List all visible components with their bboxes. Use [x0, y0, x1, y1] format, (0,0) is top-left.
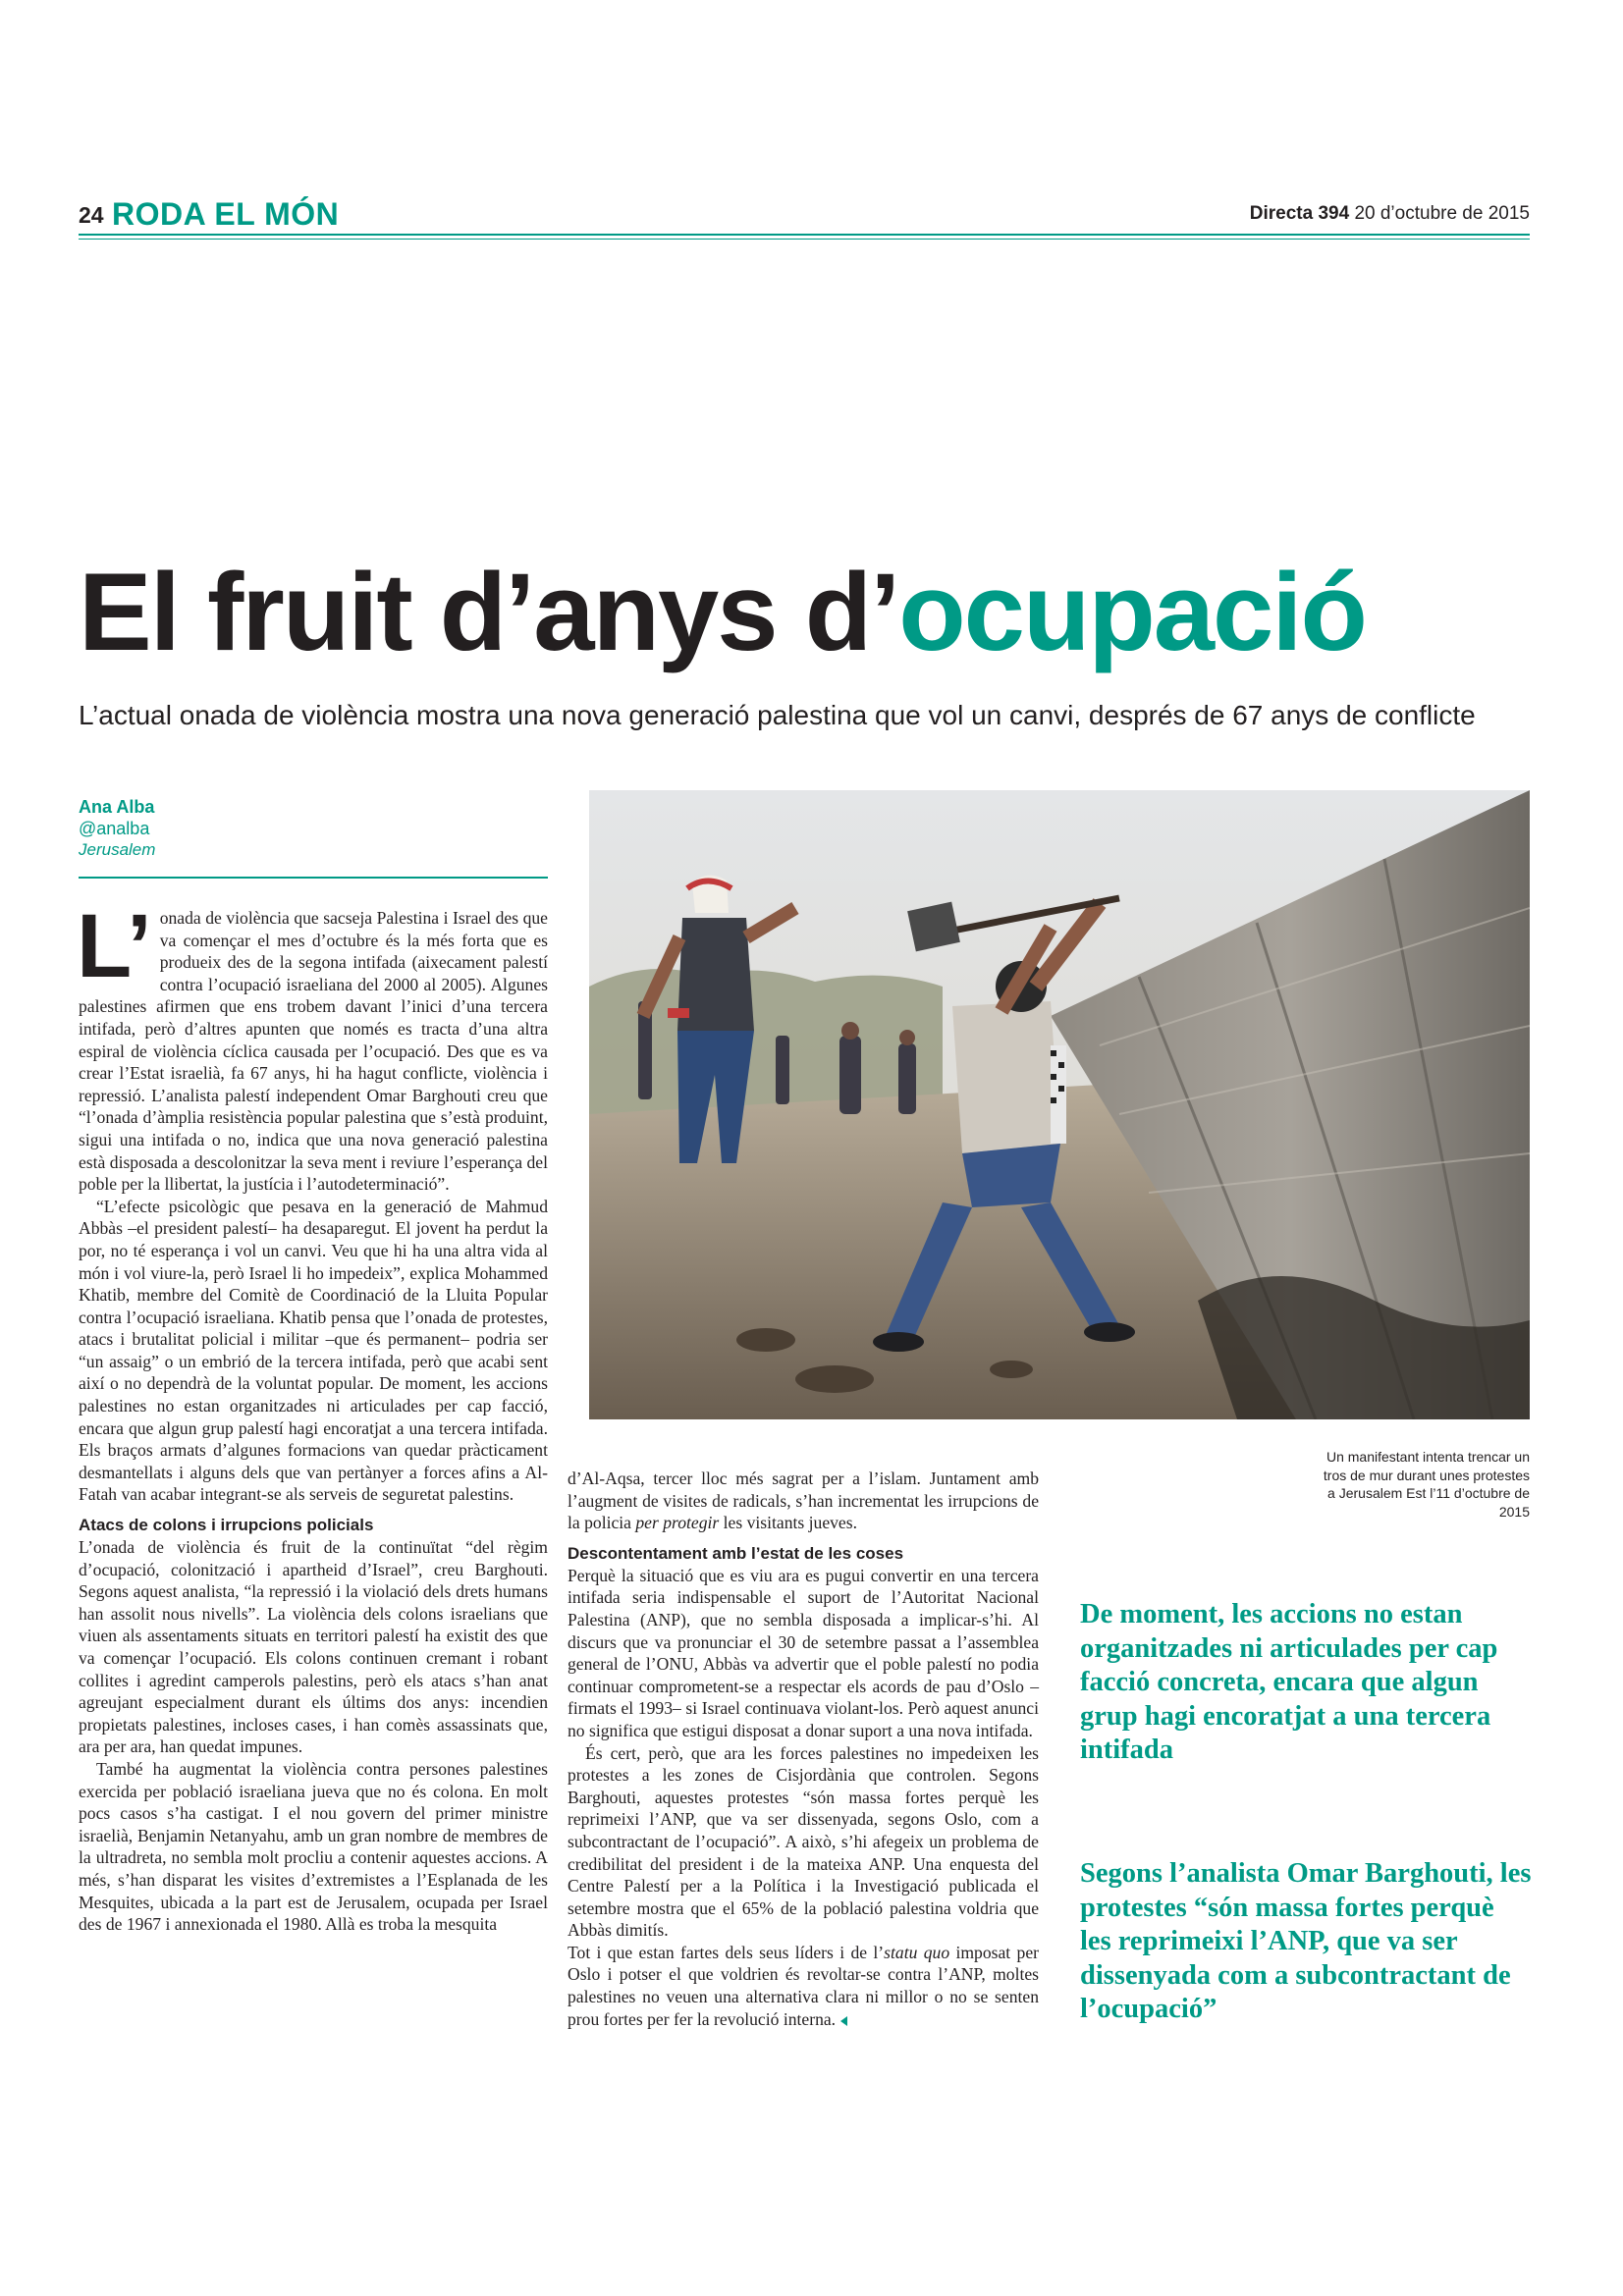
byline-rule [79, 877, 548, 879]
end-of-article-icon [840, 2016, 847, 2026]
pull-quote: De moment, les accions no estan organitzades ni articulades per cap facció concreta, encara que algun grup hagi encoratjat a una tercera intifada [1080, 1599, 1498, 1765]
issue-date: 20 d’octubre de 2015 [1354, 203, 1530, 224]
paragraph-text: les visitants jueves. [719, 1513, 857, 1533]
protest-wall-photo [589, 790, 1530, 1419]
paragraph: “L’efecte psicològic que pesava en la generació de Mahmud Abbàs –el president palestí– ha desaparegut. El jovent ha perdut la por, no té esperança i vol un canvi. Veu que hi ha una altra vida al món i vol viure-la, però Israel li ho impedeix”, explica Mohammed Khatib, membre del Comitè de Coordinació de la Lluita Popular contra l’ocupació israeliana. Khatib pensa que l’onada de protestes, atacs i brutalitat policial i militar –que és permanent– podria ser “un assaig” o un embrió de la tercera intifada, però que acabi sent així o no dependrà de la voluntat popular. De moment, les accions palestines no estan organitzades ni articulades per cap facció, encara que algun grup palestí hagi encoratjat a una tercera intifada. Els braços armats d’algunes formacions van quedar pràcticament desmantellats i alguns dels que van pertànyer a forces afins a Al-Fatah van acabar integrant-se als serveis de seguretat palestins. [79, 1196, 548, 1505]
paragraph: És cert, però, que ara les forces palestines no impedeixen les protestes a les zones de Cisjordània que controlen. Segons Barghouti, aquestes protestes “són massa fortes perquè les reprimeixi l’ANP, que va ser dissenyada, segons Oslo, com a subcontractant de l’ocupació”. A això, s’hi afegeix un problema de credibilitat del president i de la mateixa ANP. Una enquesta del Centre Palestí per a la Política i la Investigació publicada el setembre mostra que el 65% de la població palestina voldria que Abbàs dimitís. [568, 1742, 1039, 1941]
photo-caption: Un manifestant intenta trencar un tros de mur durant unes protestes a Jerusalem Est l’11 d’octubre de 2015 [1323, 1449, 1530, 1520]
headline-main: El fruit d’anys d’ [79, 551, 899, 673]
page-header [79, 196, 1530, 236]
article-subtitle: L’actual onada de violència mostra una nova generació palestina que vol un canvi, després de 67 anys de conflicte [79, 700, 1476, 730]
subheading: Descontentament amb l’estat de les coses [568, 1543, 904, 1563]
emphasis-text: statu quo [884, 1942, 950, 1962]
article-photo [589, 790, 1530, 1419]
page-number: 24 [79, 202, 104, 228]
paragraph: Perquè la situació que es viu ara es pugui convertir en una tercera intifada seria indispensable el suport de l’Autoritat Nacional Palestina (ANP), que no sembla disposada a implicar-s’hi. Al discurs que va pronunciar el 30 de setembre passat a l’assemblea general de l’ONU, Abbàs va advertir que el poble palestí no podia continuar comprometent-se a respectar els acords de pau d’Oslo –firmats el 1993– si Israel continuava violant-los. Però aquest anunci no significa que estigui disposat a donar suport a una nova intifada. [568, 1565, 1039, 1740]
publication-name: Directa 394 [1249, 203, 1350, 224]
paragraph-text: imposat per Oslo i potser el que voldrien és revoltar-se contra l’ANP, moltes palestines no veuen una alternativa clara ni millor o no se senten prou fortes per fer la revolució interna. [568, 1942, 1039, 2029]
paragraph-text: onada de violència que sacseja Palestina i Israel des que va començar el mes d’octubre és la més forta que es produeix des de la segona intifada (aixecament palestí contra l’ocupació israeliana del 2000 al 2005). Algunes palestines afirmen que ens trobem davant l’inici d’una tercera intifada, però d’altres apunten que només es tracta d’una altra espiral de violència cíclica causada per l’ocupació. Des que es va crear l’Estat israelià, fa 67 anys, hi ha hagut conflicte, violència i repressió. L’analista palestí independent Omar Barghouti creu que “l’onada d’àmplia resistència popular palestina que s’està produint, sigui una intifada o no, indica que una nova generació palestina està disposada a descolonitzar la seva ment i reviure l’esperança del poble per la llibertat, la justícia i l’autodeterminació”. [79, 908, 548, 1195]
header-rule [79, 234, 1530, 236]
pull-quote: Segons l’analista Omar Barghouti, les protestes “són massa fortes perquè les reprimeixi l’ANP, que va ser dissenyada com a subcontractant de l’ocupació” [1080, 1858, 1532, 2024]
emphasis-text: per protegir [635, 1513, 720, 1533]
drop-cap: L’ [77, 896, 152, 996]
paragraph: També ha augmentat la violència contra persones palestines exercida per població israeliana jueva que no és colona. En molt pocs casos s’ha castigat. I el nou govern del primer ministre israelià, Benjamin Netanyahu, amb un gran nombre de membres de la ultradreta, no sembla molt procliu a contenir aquestes accions. A més, s’han disparat les visites d’extremistes a l’Esplanada de les Mesquites, ubicada a la part est de Jerusalem, ocupada per Israel des de 1967 i annexionada el 1980. Allà es troba la mesquita [79, 1758, 548, 1935]
article-headline [79, 550, 1532, 676]
article-column-1 [77, 896, 548, 1936]
paragraph: L’onada de violència és fruit de la continuïtat “del règim d’ocupació, colonització i apartheid d’Israel”, creu Barghouti. Segons aquest analista, “la repressió i la violació dels drets humans han assolit nous nivells”. La violència dels colons israelians que viuen als assentaments situats en territori palestí ha existit des que va començar l’ocupació. Els colons continuen cremant i robant collites i agredint camperols palestins, però els atacs s’han anat agreujant especialment durant els últims dos anys: incendien propietats palestines, incloses cases, i han comès assassinats que, ara per ara, han quedat impunes. [79, 1537, 548, 1757]
article-column-2 [568, 1468, 1039, 2030]
header-rule-thin [79, 239, 1530, 240]
headline-accent: ocupació [898, 551, 1366, 673]
paragraph [568, 1468, 1039, 1534]
dateline-location: Jerusalem [79, 840, 156, 859]
author-name: Ana Alba [79, 797, 155, 817]
issue-info [1250, 203, 1530, 225]
subheading: Atacs de colons i irrupcions policials [79, 1516, 374, 1535]
paragraph-text: d’Al-Aqsa, tercer lloc més sagrat per a l’islam. Juntament amb l’augment de visites de radicals, s’han incrementat les irrupcions de la policia [568, 1468, 1039, 1533]
byline [79, 796, 548, 879]
author-handle: @analba [79, 819, 150, 838]
paragraph-text: Tot i que estan fartes dels seus líders i de l’ [568, 1942, 885, 1962]
paragraph [568, 1942, 1039, 2030]
paragraph [77, 896, 548, 1196]
section-title: RODA EL MÓN [112, 196, 340, 232]
